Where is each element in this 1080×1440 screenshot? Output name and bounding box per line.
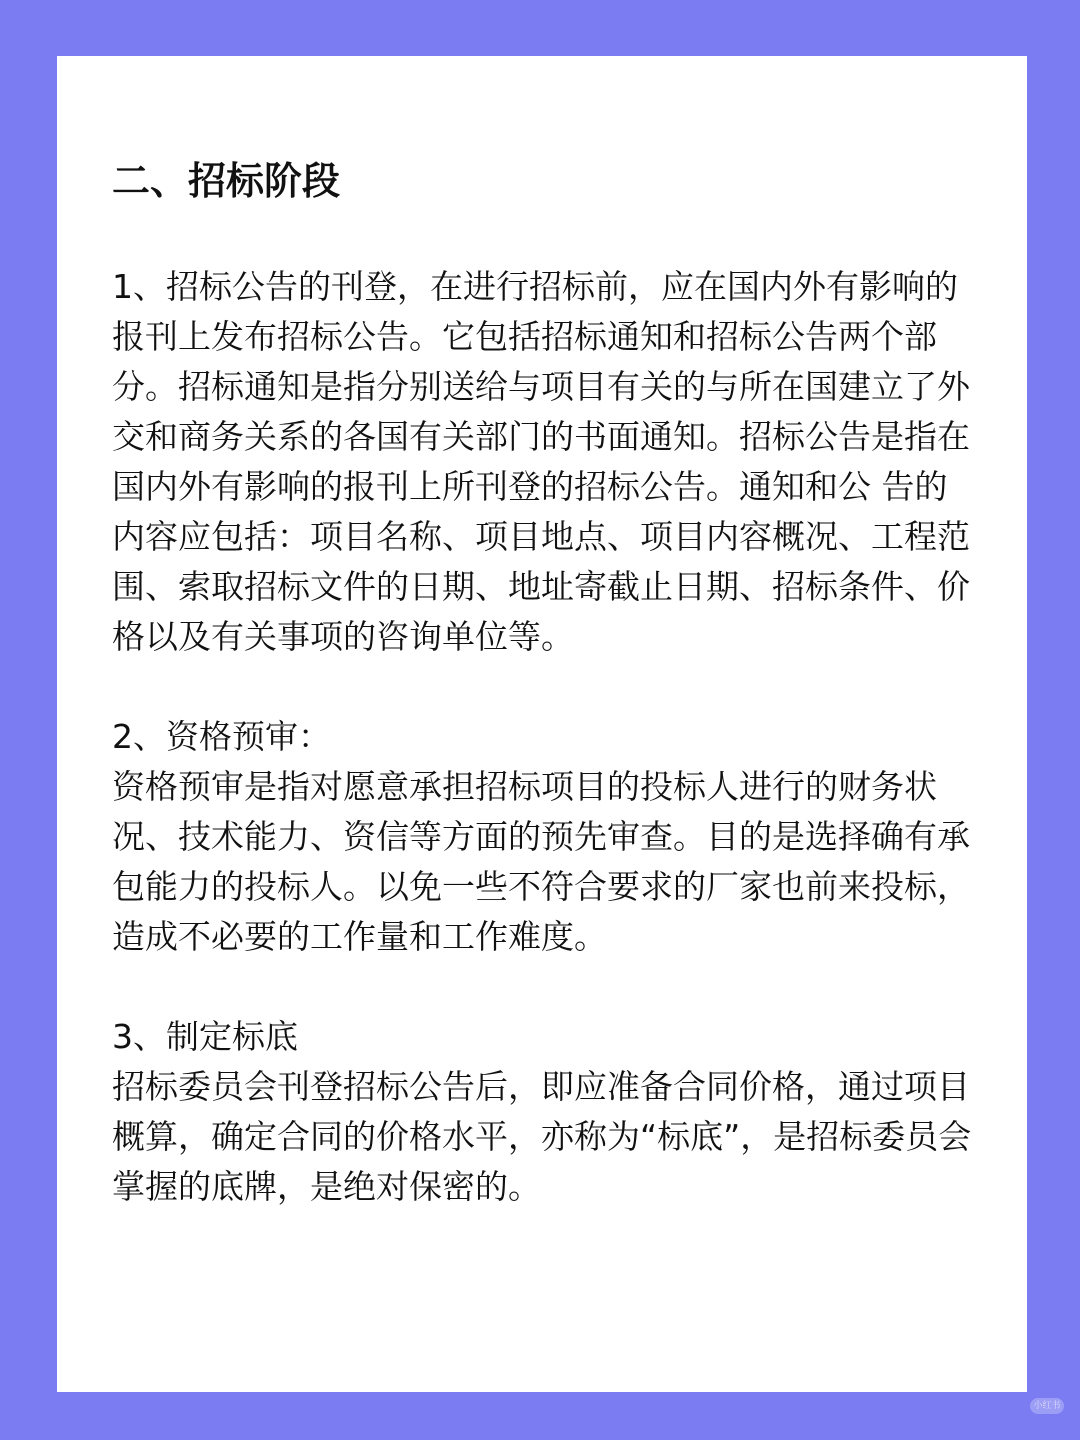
section-base-price-body: 招标委员会刊登招标公告后，即应准备合同价格，通过项目概算，确定合同的价格水平，亦称为“标底”，是招标委员会掌握的底牌，是绝对保密的。: [112, 1067, 972, 1206]
section-announcement-body: 1、招标公告的刊登，在进行招标前，应在国内外有影响的报刊上发布招标公告。它包括招标通知和招标公告两个部分。招标通知是指分别送给与项目有关的与所在国建立了外交和商务关系的各国有关部门的书面通知。招标公告是指在国内外有影响的报刊上所刊登的招标公告。通知和公 告的内容应包括：项目名称、项目地点、项目内容概况、工程范围、索取招标文件的日期、地址寄截止日期、招标条件、价格以及有关事项的咨询单位等。: [112, 267, 970, 656]
section-prequalification: [112, 712, 973, 962]
watermark-logo: 小红书: [1030, 1398, 1064, 1414]
section-prequalification-heading: 2、资格预审：: [112, 717, 331, 756]
section-announcement: [112, 262, 973, 662]
section-prequalification-body: 资格预审是指对愿意承担招标项目的投标人进行的财务状况、技术能力、资信等方面的预先审查。目的是选择确有承包能力的投标人。以免一些不符合要求的厂家也前来投标，造成不必要的工作量和工作难度。: [112, 767, 970, 956]
section-base-price-heading: 3、制定标底: [112, 1017, 298, 1056]
content-card: [57, 56, 1027, 1392]
section-base-price: [112, 1012, 973, 1212]
page-title: 二、招标阶段: [112, 159, 341, 203]
